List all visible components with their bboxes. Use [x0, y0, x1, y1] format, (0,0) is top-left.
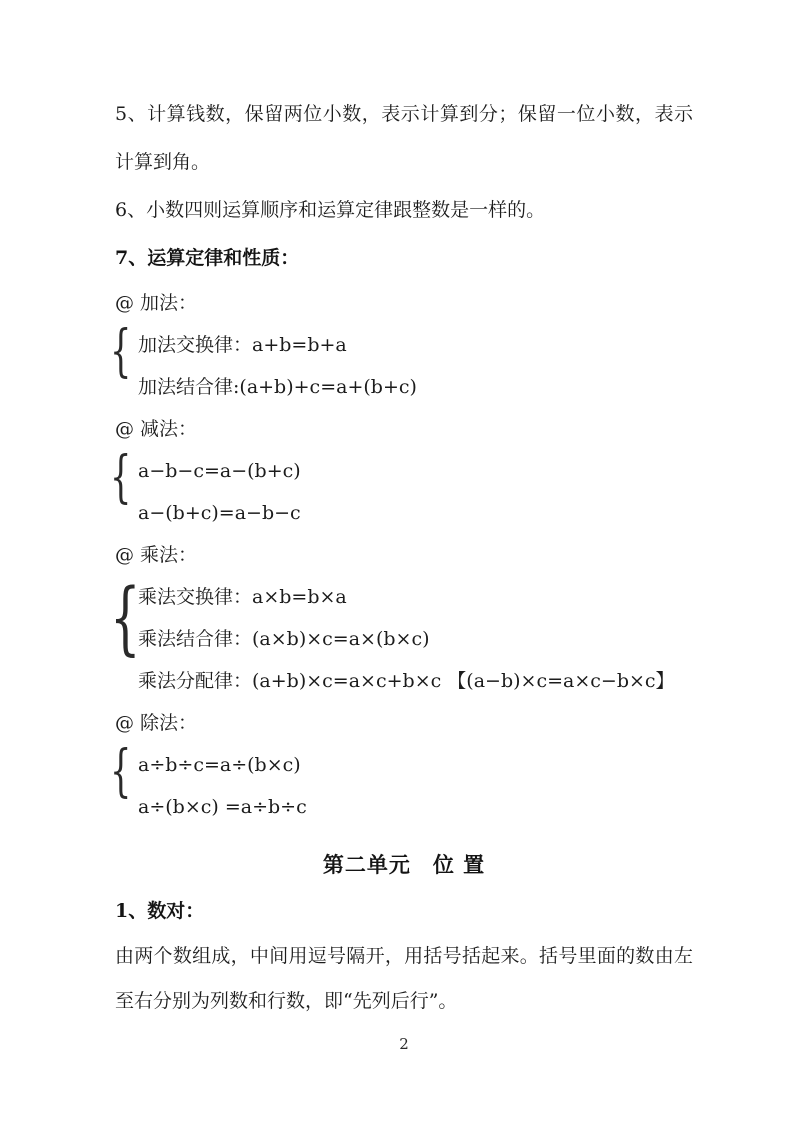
multiplication-formula-group	[110, 571, 693, 702]
section-division-label: @ 除法：	[115, 712, 198, 734]
left-brace-icon: {	[110, 739, 132, 804]
formula-line: 加法结合律:(a+b)+c=a+(b+c)	[138, 376, 417, 398]
formula-line: a−b−c=a−(b+c)	[138, 460, 301, 482]
formula-line: 加法交换律：a+b=b+a	[138, 334, 347, 356]
formula-line: 乘法结合律：(a×b)×c=a×(b×c)	[138, 628, 430, 650]
item5-line1: 5、计算钱数，保留两位小数，表示计算到分；保留一位小数，表示	[115, 103, 693, 125]
section-subtraction	[110, 408, 693, 534]
page-number: 2	[399, 1035, 409, 1053]
section-division	[110, 702, 693, 828]
left-brace-icon: {	[110, 571, 141, 664]
section-multiplication-label: @ 乘法：	[115, 544, 198, 566]
subtraction-formula-group	[110, 445, 693, 534]
left-brace-icon: {	[110, 319, 132, 384]
addition-formula-group	[110, 319, 693, 408]
number-pair-line2: 至右分别为列数和行数，即“先列后行”。	[115, 990, 458, 1012]
item6-line: 6、小数四则运算顺序和运算定律跟整数是一样的。	[115, 199, 546, 221]
formula-line: a−(b+c)=a−b−c	[138, 502, 301, 524]
formula-line: 乘法交换律：a×b=b×a	[138, 586, 347, 608]
formula-line: 乘法分配律：(a+b)×c=a×c+b×c 【(a−b)×c=a×c−b×c】	[138, 670, 675, 692]
section-subtraction-label: @ 减法：	[115, 418, 198, 440]
number-pair-line1: 由两个数组成，中间用逗号隔开，用括号括起来。括号里面的数由左	[115, 945, 693, 967]
left-brace-icon: {	[110, 445, 132, 510]
unit2-heading: 第二单元 位 置	[322, 852, 486, 877]
division-formula-group	[110, 739, 693, 828]
item5-line2: 计算到角。	[115, 151, 211, 173]
section-addition-label: @ 加法：	[115, 292, 198, 314]
section-multiplication	[110, 534, 693, 702]
formula-line: a÷(b×c) =a÷b÷c	[138, 796, 307, 818]
item1-heading: 1、数对：	[115, 900, 205, 922]
formula-line: a÷b÷c=a÷(b×c)	[138, 754, 301, 776]
section-addition	[110, 282, 693, 408]
item7-heading: 7、运算定律和性质：	[115, 247, 300, 269]
